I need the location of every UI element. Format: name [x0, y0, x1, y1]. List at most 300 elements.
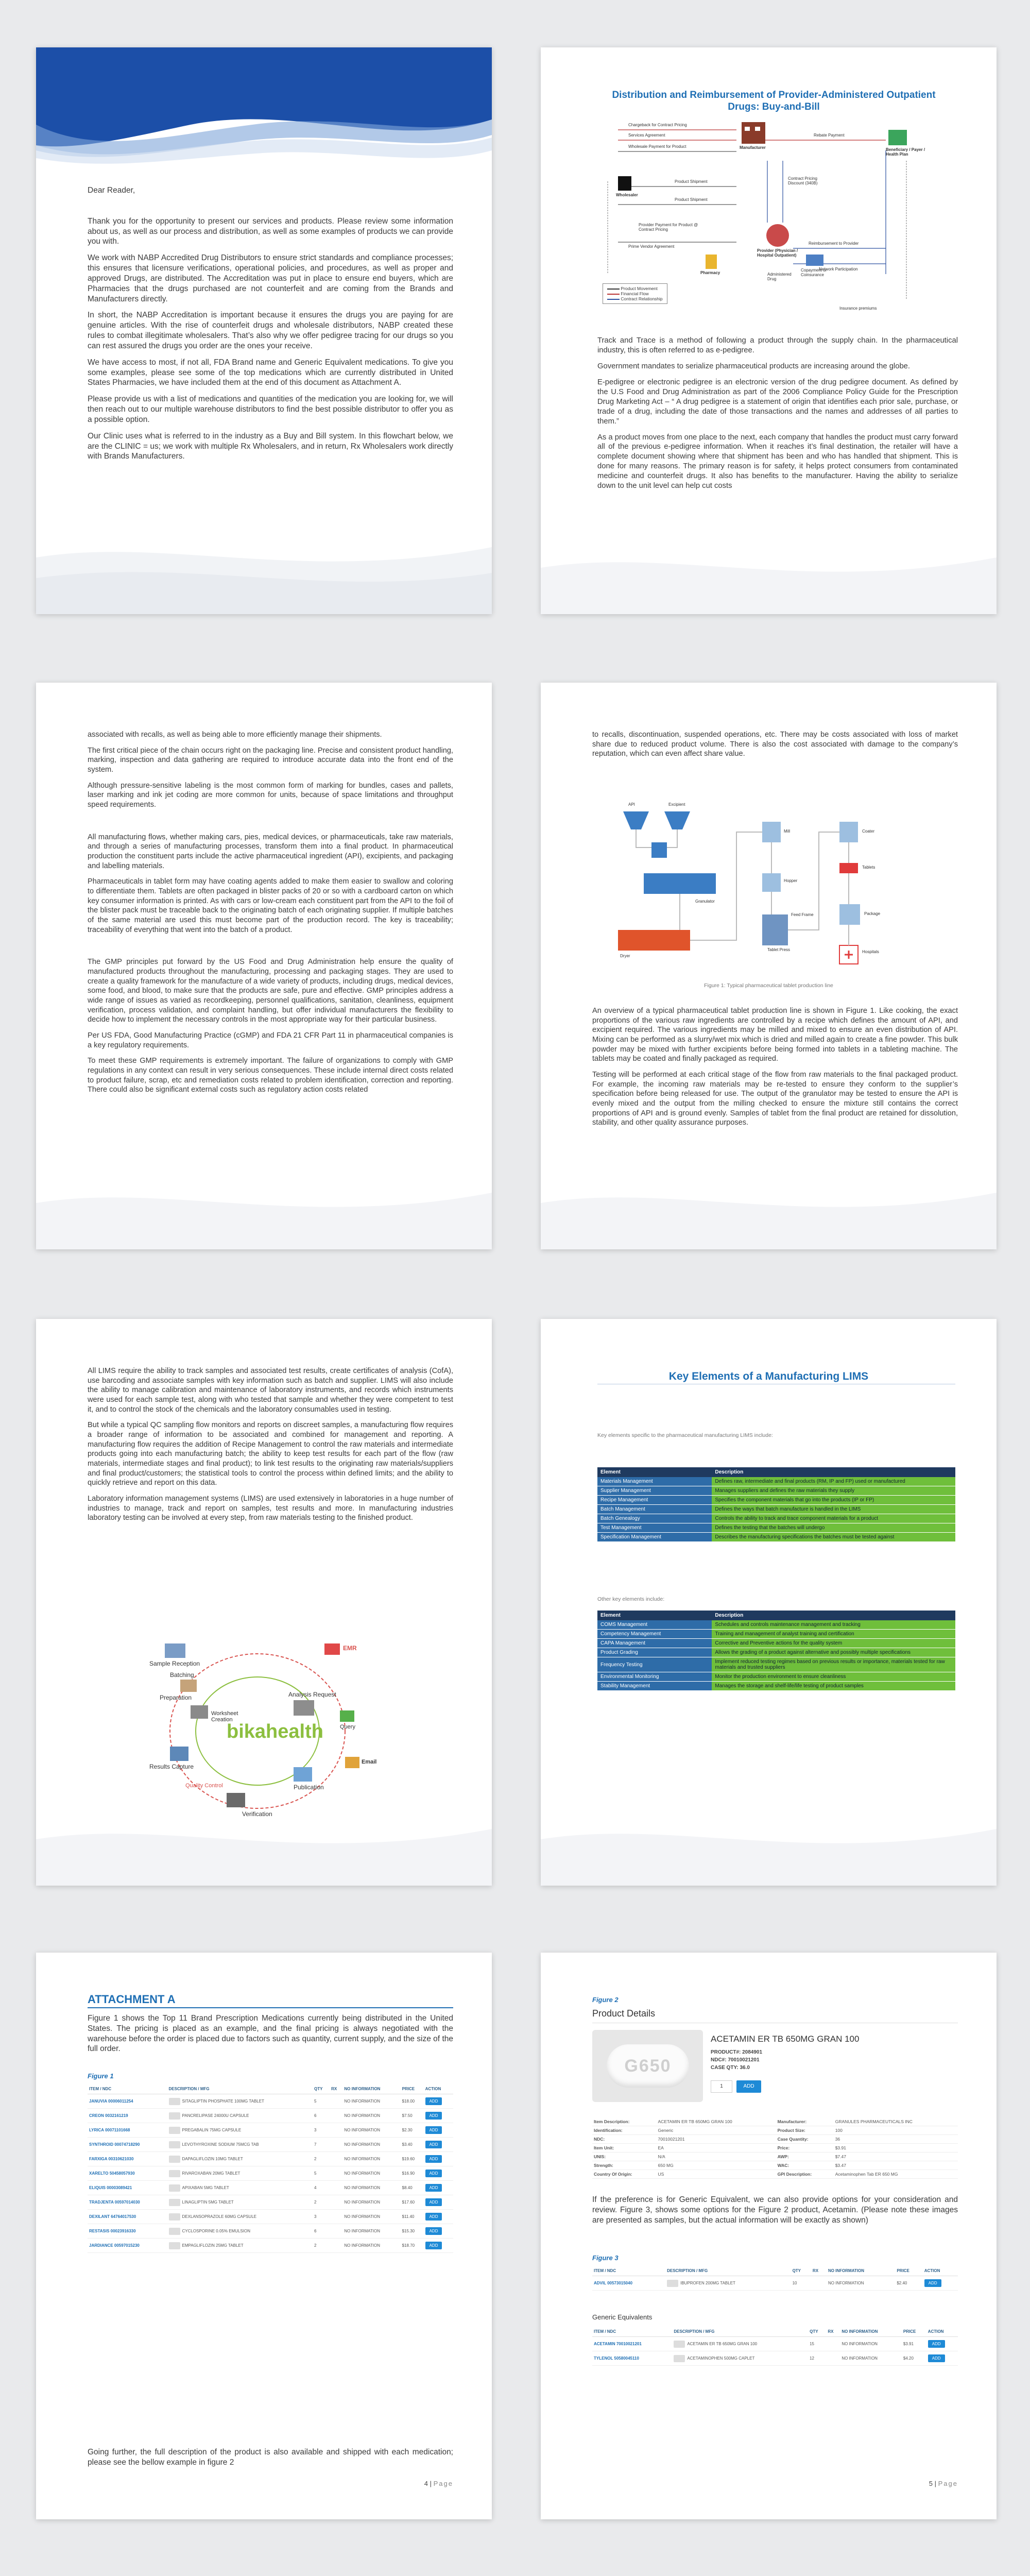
table-header: PRICE [401, 2084, 424, 2094]
figure-label: Feed Frame [791, 912, 814, 917]
table-row [592, 2337, 958, 2351]
body-paragraph: Figure 1 shows the Top 11 Brand Prescription Medications currently being distributed in the United States. The pricing is placed as an example, and the final pricing is always negotiated with the warehouse before the order is placed due to factors such as quantity, current supply, and the size of the full order. [88, 2014, 453, 2054]
item-name[interactable]: SYNTHROID 00074718290 [89, 2142, 140, 2147]
info-cell: NO INFORMATION [342, 2094, 400, 2109]
spec-row [592, 2144, 958, 2153]
description-cell [672, 2351, 808, 2366]
qty-cell: 3 [313, 2123, 330, 2138]
salutation: Dear Reader, [88, 186, 135, 195]
add-button[interactable]: ADD [425, 2242, 442, 2249]
page-footer: 4 | Page [424, 2480, 453, 2487]
info-cell: NO INFORMATION [342, 2166, 400, 2181]
item-name[interactable]: JARDIANCE 00597015230 [89, 2243, 140, 2248]
diagram-label: Prime Vendor Agreement [628, 244, 675, 249]
element-cell: Competency Management [597, 1630, 712, 1639]
description-text: APIXABAN 5MG TABLET [182, 2185, 229, 2190]
product-thumbnail [169, 2228, 180, 2235]
page-title: Key Elements of a Manufacturing LIMS [668, 1370, 869, 1382]
body-paragraph: But while a typical QC sampling flow monitors and reports on discreet samples, a manufacturing flow requires a broader range of information to be associated and combined for management and reporting. A manufacturing flow requires the addition of Recipe Management to control the raw materials and intermediate products going into each manufacturing batch; the ability to keep test results for each part of the flow (raw materials, intermediate stages and final product); to link test results to the originating raw materials/suppliers and final product/customers; the statistical tools to control the process within defined limits; and the ability to quickly retrieve and report on this data. [88, 1421, 453, 1487]
table-header: DESCRIPTION / MFG [167, 2084, 313, 2094]
item-name[interactable]: LYRICA 00071101668 [89, 2128, 130, 2132]
spec-value: 650 MG [657, 2161, 776, 2170]
table-header-row [597, 1611, 955, 1620]
generic-heading: Generic Equivalents [592, 2313, 653, 2321]
price-cell: $2.40 [895, 2276, 922, 2291]
table-row [592, 2276, 958, 2291]
diagram-label: Contract Pricing Discount (340B) [788, 176, 818, 185]
table-header-row [597, 1467, 955, 1477]
price-cell: $18.00 [401, 2094, 424, 2109]
rx-cell [330, 2152, 342, 2166]
table-header: Description [712, 1611, 955, 1620]
figure-label: Hospitals [862, 950, 879, 954]
description-cell: Defines the ways that batch manufacture is handled in the LIMS [712, 1505, 955, 1514]
table-header: Description [712, 1467, 955, 1477]
table-row [597, 1496, 955, 1505]
item-name[interactable]: CREON 0032161219 [89, 2113, 128, 2118]
description-cell: Monitor the production environment to ensure cleanliness [712, 1672, 955, 1682]
brand-table [592, 2266, 958, 2291]
description-text: SITAGLIPTIN PHOSPHATE 100MG TABLET [182, 2098, 264, 2104]
table-header: NO INFORMATION [827, 2266, 895, 2276]
body-paragraph: Although pressure-sensitive labeling is the most common form of marking for bundles, cases and pallets, laser marking and ink jet coding are more common for units, because of space limitations and throughput speed requirements. [88, 781, 453, 809]
description-cell [167, 2123, 313, 2138]
diagram-label: Wholesale Payment for Product [628, 144, 686, 149]
qty-cell: 7 [313, 2138, 330, 2152]
item-name[interactable]: DEXILANT 64764017530 [89, 2214, 136, 2219]
spec-value: $3.91 [834, 2144, 958, 2153]
figure-label: API [628, 802, 635, 807]
spec-value: Acetaminophen Tab ER 650 MG [834, 2170, 958, 2179]
table-intro: Key elements specific to the pharmaceutical manufacturing LIMS include: [597, 1432, 773, 1438]
cycle-stage: EMR [343, 1645, 357, 1652]
lims-table-primary [597, 1467, 955, 1542]
lims-table-secondary [597, 1611, 955, 1691]
add-button[interactable]: ADD [425, 2170, 442, 2177]
description-cell: Specifies the component materials that go into the products (IP or FP) [712, 1496, 955, 1505]
description-cell [167, 2210, 313, 2224]
spec-label: AWP: [776, 2153, 834, 2161]
description-cell: Defines raw, intermediate and final products (RM, IP and FP) used or manufactured [712, 1477, 955, 1486]
table-row [597, 1630, 955, 1639]
product-thumbnail [169, 2127, 180, 2134]
description-cell: Manages the storage and shelf-life/life testing of product samples [712, 1682, 955, 1691]
element-cell: COMS Management [597, 1620, 712, 1630]
description-cell: Defines the testing that the batches will undergo [712, 1523, 955, 1533]
page-5 [36, 1319, 492, 1886]
description-cell [167, 2094, 313, 2109]
figure-label: Mill [784, 829, 790, 834]
table-header: NO INFORMATION [840, 2327, 902, 2337]
product-image [592, 2030, 703, 2102]
item-cell [88, 2109, 167, 2123]
body-paragraph: to recalls, discontinuation, suspended operations, etc. There may be costs associated with loss of market share due to reduced product volume. There is also the cost associated with damage to the company’s reputation, which can even affect share value. [592, 731, 958, 758]
qty-cell: 2 [313, 2195, 330, 2210]
element-cell: Materials Management [597, 1477, 712, 1486]
add-button[interactable]: ADD [425, 2227, 442, 2235]
figure-label: Excipient [668, 802, 685, 807]
cycle-stage: Worksheet Creation [211, 1710, 238, 1723]
price-cell: $8.40 [401, 2181, 424, 2195]
element-cell: Product Grading [597, 1648, 712, 1657]
price-cell: $4.20 [902, 2351, 926, 2366]
description-cell: Implement reduced testing regimes based on previous results or importance, materials tested for raw materials and trusted suppliers [712, 1657, 955, 1672]
page-4 [541, 683, 997, 1249]
product-thumbnail [169, 2242, 180, 2249]
rx-cell [330, 2224, 342, 2239]
description-cell: Controls the ability to track and trace component materials for a product [712, 1514, 955, 1523]
add-button[interactable]: ADD [928, 2340, 945, 2348]
table-header: RX [826, 2327, 840, 2337]
price-cell: $7.50 [401, 2109, 424, 2123]
letter-paragraph: In short, the NABP Accreditation is important because it ensures the drugs you are paying for are genuine articles. With the rise of counterfeit drugs and wholesale distributors, NABP created these rules to combat illegitimate wholesalers. That’s also why we offer pedigree tracing for our drugs so you can rest assured the drugs you order are the ones your receive. [88, 311, 453, 350]
table-row [88, 2195, 453, 2210]
header-wave-graphic [36, 47, 492, 166]
figure-caption: Figure 1: Typical pharmaceutical tablet production line [704, 982, 833, 989]
page-8 [541, 1953, 997, 2519]
spec-row [592, 2170, 958, 2179]
rx-cell [330, 2195, 342, 2210]
table-row [597, 1477, 955, 1486]
figure-label: Dryer [620, 954, 630, 958]
page-title: Distribution and Reimbursement of Provider-Administered Outpatient Drugs: Buy-and-Bill [612, 90, 936, 112]
item-cell [88, 2195, 167, 2210]
price-cell: $3.91 [902, 2337, 926, 2351]
action-cell [424, 2109, 453, 2123]
product-spec-table [592, 2117, 958, 2179]
table-row [597, 1682, 955, 1691]
product-name: ACETAMIN ER TB 650MG GRAN 100 [711, 2034, 860, 2044]
diagram-node: Provider (Physician / Hospital Outpatient) [757, 248, 798, 258]
spec-value: $7.47 [834, 2153, 958, 2161]
footer-wave-graphic [541, 527, 997, 614]
price-cell: $17.60 [401, 2195, 424, 2210]
description-text: DEXLANSOPRAZOLE 60MG CAPSULE [182, 2214, 256, 2219]
body-paragraph: The GMP principles put forward by the US Food and Drug Administration help ensure the quality of manufactured products throughout the manufacturing, processing and packaging stages. They are used to create a quality framework for the manufacture of a wide variety of products, including drugs, medical devices, some food, and blood, to make sure that the products are safe, pure and effective. GMP principles address a wide range of issues as varied as recordkeeping, personnel qualifications, sanitation, cleanliness, equipment verification, process validation, and complaint handling, but offer individual manufacturers the flexibility to decide how to implement the necessary controls in the most appropriate way for their particular business. [88, 958, 453, 1024]
rx-cell [330, 2123, 342, 2138]
product-thumbnail [674, 2341, 685, 2348]
table-header: ITEM / NDC [88, 2084, 167, 2094]
page2-body [597, 336, 958, 497]
item-cell [88, 2239, 167, 2253]
figure-label: Tablets [862, 865, 876, 870]
table-header: NO INFORMATION [342, 2084, 400, 2094]
footer-wave-graphic [541, 1798, 997, 1886]
item-cell [88, 2123, 167, 2138]
description-text: LINAGLIPTIN 5MG TABLET [182, 2199, 234, 2205]
letter-paragraph: Our Clinic uses what is referred to in the industry as a Buy and Bill system. In this flowchart below, we are the CLINIC = us; we work with multiple Rx Wholesalers, and in return, Rx Wholesalers work directly with Brands Manufacturers. [88, 431, 453, 461]
diagram-node: Wholesaler [616, 193, 638, 197]
item-name[interactable]: ELIQUIS 00003089421 [89, 2185, 132, 2190]
page7-outro [88, 2447, 453, 2474]
description-cell [167, 2138, 313, 2152]
item-cell [88, 2138, 167, 2152]
spec-label: Price: [776, 2144, 834, 2153]
diagram-legend [603, 283, 667, 304]
add-button[interactable]: ADD [928, 2354, 945, 2362]
add-button[interactable]: ADD [425, 2126, 442, 2134]
table-header: ITEM / NDC [592, 2266, 665, 2276]
page-6 [541, 1319, 997, 1886]
cycle-stage: Publication [294, 1784, 324, 1791]
diagram-node: Pharmacy [700, 270, 720, 275]
footer-wave-graphic [36, 1798, 492, 1886]
rx-cell [330, 2239, 342, 2253]
spec-label: Product Size: [776, 2126, 834, 2135]
description-text: PREGABALIN 75MG CAPSULE [182, 2127, 242, 2132]
description-cell [167, 2239, 313, 2253]
qty-cell: 4 [313, 2181, 330, 2195]
table-header: ITEM / NDC [592, 2327, 672, 2337]
page-2 [541, 47, 997, 614]
rx-cell [330, 2109, 342, 2123]
table-row [597, 1639, 955, 1648]
table-row [88, 2152, 453, 2166]
title-rule [88, 2007, 453, 2008]
spec-row [592, 2117, 958, 2126]
table-row [88, 2094, 453, 2109]
page5-body [88, 1366, 453, 1529]
qty-cell: 5 [313, 2094, 330, 2109]
info-cell: NO INFORMATION [342, 2123, 400, 2138]
spec-value: N/A [657, 2153, 776, 2161]
buy-and-bill-diagram [597, 120, 953, 320]
diagram-label: Product Shipment [675, 179, 708, 184]
figure-label: Coater [862, 829, 875, 834]
spec-label: Manufacturer: [776, 2117, 834, 2126]
description-text: ACETAMINOPHEN 500MG CAPLET [687, 2355, 755, 2361]
info-cell: NO INFORMATION [342, 2152, 400, 2166]
item-name[interactable]: RESTASIS 00023916330 [89, 2229, 136, 2233]
table-row [597, 1620, 955, 1630]
body-paragraph: All manufacturing flows, whether making cars, pies, medical devices, or pharmaceuticals, take raw materials, and through a series of manufacturing processes, transform them into a final product. In pharmaceutical production the constituent parts include the active pharmaceutical ingredient (API), excipients, and packaging and labelling materials. [88, 833, 453, 870]
qty-cell: 3 [313, 2210, 330, 2224]
diagram-node: Copayment or Coinsurance [801, 268, 827, 277]
spec-value: GRANULES PHARMACEUTICALS INC [834, 2117, 958, 2126]
letter-body [88, 185, 453, 468]
body-paragraph: Testing will be performed at each critical stage of the flow from raw materials to the final packaged product. For example, the incoming raw materials may be re-tested to ensure they conform to the supplier’s specification before being released for use. The output of the granulator may be tested to ensure the API is evenly mixed and the output from the milling checked to ensure the mixture still contains the correct proportions of API and is ground evenly. Samples of tablet from the final product are retained for dissolution, stability, and other quality assurance purposes. [592, 1071, 958, 1127]
item-name[interactable]: FARXIGA 00310621030 [89, 2157, 134, 2161]
body-paragraph: Track and Trace is a method of following a product through the supply chain. In the pharmaceutical industry, this is often referred to as e-pedigree. [597, 336, 958, 354]
spec-value: Generic [657, 2126, 776, 2135]
info-cell: NO INFORMATION [342, 2138, 400, 2152]
figure-label: Figure 2 [592, 1996, 619, 2004]
item-cell [88, 2210, 167, 2224]
price-cell: $15.30 [401, 2224, 424, 2239]
item-name[interactable]: ACETAMIN 70010021201 [594, 2342, 642, 2346]
page7-intro [88, 2013, 453, 2060]
product-meta: PRODUCT#: 2084901 NDC#: 70010021201 CASE QTY: 36.0 [711, 2049, 763, 2071]
product-thumbnail [169, 2112, 180, 2120]
description-text: CYCLOSPORINE 0.05% EMULSION [182, 2228, 250, 2233]
description-cell [665, 2276, 791, 2291]
diagram-node: Manufacturer [740, 145, 766, 150]
page-footer: 5 | Page [929, 2480, 958, 2487]
rx-cell [330, 2094, 342, 2109]
cycle-stage: Preparation [160, 1694, 192, 1701]
product-thumbnail [169, 2199, 180, 2206]
rx-cell [330, 2181, 342, 2195]
description-cell [167, 2224, 313, 2239]
table-header: QTY [313, 2084, 330, 2094]
cycle-stage: Sample Reception [149, 1660, 200, 1667]
diagram-label: Insurance premiums [839, 306, 877, 311]
action-cell [424, 2152, 453, 2166]
price-cell: $19.60 [401, 2152, 424, 2166]
figure-label: Figure 3 [592, 2254, 619, 2262]
spec-label: NDC: [592, 2135, 657, 2144]
add-button[interactable]: ADD [425, 2184, 442, 2192]
item-cell [592, 2276, 665, 2291]
description-text: ACETAMIN ER TB 650MG GRAN 100 [687, 2341, 758, 2346]
cycle-stage: Verification [242, 1810, 272, 1818]
description-cell [167, 2109, 313, 2123]
table-header: QTY [808, 2327, 826, 2337]
product-thumbnail [169, 2170, 180, 2177]
info-cell: NO INFORMATION [342, 2181, 400, 2195]
description-cell: Describes the manufacturing specifications the batches must be tested against [712, 1533, 955, 1542]
spec-row [592, 2126, 958, 2135]
legend-item: Contract Relationship [621, 296, 663, 301]
quantity-input[interactable]: 1 [711, 2080, 732, 2093]
body-paragraph: Government mandates to serialize pharmaceutical products are increasing around the globe. [597, 362, 911, 370]
body-paragraph: Going further, the full description of the product is also available and shipped with each medication; please see the bellow example in figure 2 [88, 2448, 453, 2467]
legend-item: Financial Flow [621, 291, 649, 296]
body-paragraph: Per US FDA, Good Manufacturing Practice (cGMP) and FDA 21 CFR Part 11 in pharmaceutical companies is a key regulatory requirements. [88, 1031, 453, 1049]
action-cell [424, 2123, 453, 2138]
page4-body-top [592, 730, 958, 765]
spec-value: $3.47 [834, 2161, 958, 2170]
description-cell: Training and management of analyst training and certification [712, 1630, 955, 1639]
item-cell [88, 2224, 167, 2239]
element-cell: Test Management [597, 1523, 712, 1533]
product-thumbnail [169, 2141, 180, 2148]
spec-label: Item Unit: [592, 2144, 657, 2153]
body-paragraph: To meet these GMP requirements is extremely important. The failure of organizations to comply with GMP regulations in any context can result in very serious consequences. These include internal direct costs related to product failure, scrap, etc and remediation costs related to problem identification, correction and reporting. There could also be significant external costs such as regulatory action costs related [88, 1057, 453, 1094]
element-cell: Batch Management [597, 1505, 712, 1514]
action-cell [424, 2181, 453, 2195]
info-cell: NO INFORMATION [342, 2109, 400, 2123]
figure-label: Figure 1 [88, 2072, 114, 2080]
price-cell: $16.90 [401, 2166, 424, 2181]
item-cell [88, 2181, 167, 2195]
product-thumbnail [169, 2184, 180, 2192]
price-cell: $3.40 [401, 2138, 424, 2152]
table-header-row [592, 2266, 958, 2276]
item-name[interactable]: TYLENOL 50580045110 [594, 2356, 639, 2361]
add-button[interactable]: ADD [425, 2213, 442, 2221]
product-thumbnail [169, 2098, 180, 2105]
attachment-title: ATTACHMENT A [88, 1993, 176, 2006]
letter-paragraph: We work with NABP Accredited Drug Distributors to ensure strict standards and compliance processes; this ensures that licensure verifications, operational policies, and procedures, as well as proper and approved Drugs, are distributed. The Accreditation was put in place to ensure end buyers, which are Pharmacies that the drugs purchased are not counterfeit and are coming from the Brands and Manufacturers directly. [88, 253, 453, 303]
price-cell: $11.40 [401, 2210, 424, 2224]
add-button[interactable]: ADD [924, 2279, 941, 2287]
item-name[interactable]: TRADJENTA 00597014030 [89, 2200, 140, 2205]
page4-body-bottom [592, 1006, 958, 1134]
description-cell [167, 2181, 313, 2195]
table-row [597, 1486, 955, 1496]
table-row [597, 1533, 955, 1542]
add-to-cart-button[interactable]: ADD [736, 2080, 761, 2093]
element-cell: Batch Genealogy [597, 1514, 712, 1523]
letter-paragraph: We have access to most, if not all, FDA Brand name and Generic Equivalent medications. To give you some examples, please see some of the top medications which are currently distributed in United States Pharmacies, we have included them at the end of this document as Attachment A. [88, 358, 453, 387]
table-row [88, 2166, 453, 2181]
element-cell: Supplier Management [597, 1486, 712, 1496]
add-button[interactable]: ADD [425, 2141, 442, 2148]
qty-cell: 2 [313, 2152, 330, 2166]
action-cell [424, 2138, 453, 2152]
table-header-row [592, 2327, 958, 2337]
spec-row [592, 2161, 958, 2170]
price-cell: $2.30 [401, 2123, 424, 2138]
info-cell: NO INFORMATION [840, 2351, 902, 2366]
pill-icon: G650 [607, 2044, 689, 2088]
cycle-stage: Email [362, 1759, 377, 1765]
action-cell [926, 2337, 958, 2351]
table-header: QTY [791, 2266, 811, 2276]
table-row [597, 1657, 955, 1672]
item-name[interactable]: XARELTO 50458057930 [89, 2171, 135, 2176]
product-thumbnail [667, 2280, 678, 2287]
element-cell: Recipe Management [597, 1496, 712, 1505]
description-cell: Corrective and Preventive actions for the quality system [712, 1639, 955, 1648]
element-cell: Environmental Monitoring [597, 1672, 712, 1682]
item-name[interactable]: ADVIL 00573015040 [594, 2281, 633, 2285]
add-button[interactable]: ADD [425, 2112, 442, 2120]
description-cell [167, 2152, 313, 2166]
cycle-stage: Results Capture [149, 1763, 194, 1770]
cycle-stage: Query [340, 1724, 355, 1730]
generic-table [592, 2327, 958, 2366]
body-paragraph: All LIMS require the ability to track samples and associated test results, create certificates of analysis (CofA), use barcoding and associate samples with key information such as batch and supplier. LIMS will also include the ability to manage calibration and maintenance of laboratory instruments, and records which instruments were used for each sample test, along with who tested that sample and whether they were competent to test it, and to control the stock of the chemicals and the laboratory consumables used in testing. [88, 1367, 453, 1414]
table-row [597, 1648, 955, 1657]
body-paragraph: Pharmaceuticals in tablet form may have coating agents added to make them easier to swallow and coloring to differentiate them. Tablets are often packaged in blister packs of 20 or so with a cardboard carton on which key consumer information is printed. As with cars or low-cream each constituent part from the API to the foil of the blister pack must be traceable back to the originating batch of each originating supplier. If multiple batches of the same material are used this must become part of the production record. The key is traceability; traceability of everything that went into the batch of a product. [88, 877, 453, 934]
table-header: DESCRIPTION / MFG [672, 2327, 808, 2337]
add-button[interactable]: ADD [425, 2097, 442, 2105]
info-cell: NO INFORMATION [342, 2239, 400, 2253]
rx-cell [826, 2351, 840, 2366]
rx-cell [330, 2210, 342, 2224]
spec-row [592, 2135, 958, 2144]
body-paragraph: An overview of a typical pharmaceutical tablet production line is shown in Figure 1. Like cooking, the exact proportions of the various raw ingredients are controlled by a recipe which defines the amount of API, and excipient required. The various ingredients may be milled and mixed to ensure an even distribution of API. Mixing can be performed as a slurry/wet mix which is dried and milled again to create a fine powder. This bulk powder may be mixed with further excipients before being formed into tablets in a tableting machine. The tablets may be coated and finally packaged as required. [592, 1007, 958, 1063]
spec-label: WAC: [776, 2161, 834, 2170]
table-header: Element [597, 1467, 712, 1477]
action-cell [923, 2276, 958, 2291]
spec-value: 36 [834, 2135, 958, 2144]
body-paragraph: The first critical piece of the chain occurs right on the packaging line. Precise and consistent product handling, marking, inspection and data gathering are required to introduce accurate data into the front end of the system. [88, 746, 453, 774]
diagram-node: Beneficiary / Payer / Health Plan [886, 147, 925, 157]
item-name[interactable]: JANUVIA 00006011254 [89, 2099, 133, 2104]
body-paragraph: Laboratory information management systems (LIMS) are used extensively in laboratories in a huge number of industries to manage, track and report on samples, test results and more. In manufacturing industries laboratory testing can be involved at every step, from raw materials testing to the finished product. [88, 1495, 453, 1522]
description-cell [167, 2166, 313, 2181]
figure-label: Hopper [784, 878, 798, 883]
cycle-stage: Analysis Request [288, 1691, 336, 1698]
diagram-label: Provider Payment for Product @ Contract Pricing [639, 223, 698, 232]
letter-paragraph: Thank you for the opportunity to present our services and products. Please review some information about us, as well as our process and distribution, as well as some examples of products we can provide you with. [88, 216, 453, 246]
table-header: Element [597, 1611, 712, 1620]
add-button[interactable]: ADD [425, 2198, 442, 2206]
diagram-label: Reimbursement to Provider [809, 241, 859, 246]
letter-paragraph: Please provide us with a list of medications and quantities of the medication you are looking for, we will then reach out to our multiple warehouse distributors to find the best possible distributor to offer you as a possible option. [88, 395, 453, 424]
bika-logo: bikahealth [227, 1721, 323, 1742]
spec-value: EA [657, 2144, 776, 2153]
add-button[interactable]: ADD [425, 2155, 442, 2163]
cycle-stage: Batching [170, 1671, 194, 1679]
table-row [88, 2239, 453, 2253]
diagram-node: Administered Drug [767, 272, 792, 281]
info-cell: NO INFORMATION [342, 2224, 400, 2239]
production-line-figure [613, 791, 932, 976]
